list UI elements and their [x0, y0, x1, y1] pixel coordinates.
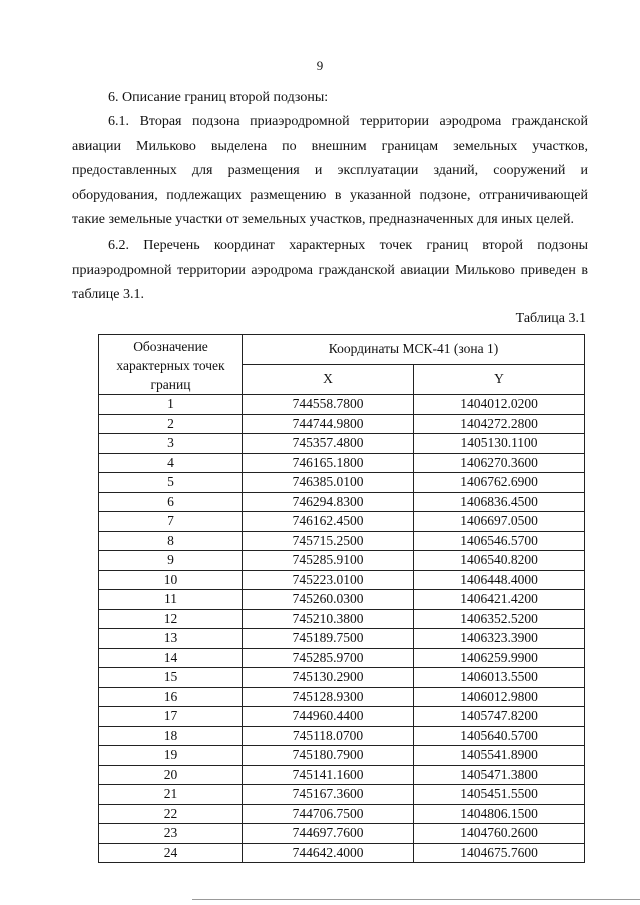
y-coordinate-cell: 1404806.1500 [414, 804, 585, 824]
x-coordinate-cell: 745128.9300 [243, 687, 414, 707]
table-row [99, 648, 585, 668]
y-coordinate-cell: 1406421.4200 [414, 590, 585, 610]
x-coordinate-cell: 744558.7800 [243, 395, 414, 415]
point-number-cell: 16 [99, 687, 243, 707]
point-number-cell: 13 [99, 629, 243, 649]
table-row [99, 687, 585, 707]
x-coordinate-cell: 745715.2500 [243, 531, 414, 551]
y-coordinate-cell: 1405130.1100 [414, 434, 585, 454]
y-coordinate-cell: 1406259.9900 [414, 648, 585, 668]
point-number-cell: 8 [99, 531, 243, 551]
x-coordinate-cell: 745357.4800 [243, 434, 414, 454]
y-coordinate-cell: 1406540.8200 [414, 551, 585, 571]
x-coordinate-cell: 745167.3600 [243, 785, 414, 805]
point-number-cell: 22 [99, 804, 243, 824]
y-coordinate-cell: 1405640.5700 [414, 726, 585, 746]
point-number-cell: 11 [99, 590, 243, 610]
y-coordinate-cell: 1405451.5500 [414, 785, 585, 805]
x-coordinate-cell: 745223.0100 [243, 570, 414, 590]
x-coordinate-cell: 746294.8300 [243, 492, 414, 512]
y-coordinate-cell: 1406836.4500 [414, 492, 585, 512]
x-coordinate-cell: 745130.2900 [243, 668, 414, 688]
y-coordinate-cell: 1406323.3900 [414, 629, 585, 649]
point-number-cell: 6 [99, 492, 243, 512]
table-row [99, 765, 585, 785]
y-coordinate-cell: 1406013.5500 [414, 668, 585, 688]
x-coordinate-cell: 745260.0300 [243, 590, 414, 610]
point-number-cell: 18 [99, 726, 243, 746]
point-number-cell: 9 [99, 551, 243, 571]
y-coordinate-cell: 1406546.5700 [414, 531, 585, 551]
y-coordinate-cell: 1406448.4000 [414, 570, 585, 590]
y-coordinate-cell: 1406697.0500 [414, 512, 585, 532]
x-coordinate-cell: 745118.0700 [243, 726, 414, 746]
table-row [99, 824, 585, 844]
point-number-cell: 17 [99, 707, 243, 727]
table-row [99, 570, 585, 590]
y-coordinate-cell: 1405747.8200 [414, 707, 585, 727]
x-coordinate-cell: 745210.3800 [243, 609, 414, 629]
table-row [99, 531, 585, 551]
point-number-cell: 5 [99, 473, 243, 493]
table-row [99, 629, 585, 649]
y-coordinate-cell: 1406270.3600 [414, 453, 585, 473]
y-coordinate-cell: 1404675.7600 [414, 843, 585, 863]
table-row [99, 843, 585, 863]
x-coordinate-cell: 745180.7900 [243, 746, 414, 766]
table-row [99, 726, 585, 746]
table-body [99, 395, 585, 863]
table-row [99, 746, 585, 766]
table-caption: Таблица 3.1 [515, 311, 586, 326]
table-row [99, 551, 585, 571]
point-number-cell: 2 [99, 414, 243, 434]
x-coordinate-cell: 744642.4000 [243, 843, 414, 863]
point-number-cell: 24 [99, 843, 243, 863]
y-coordinate-cell: 1406012.9800 [414, 687, 585, 707]
point-number-cell: 23 [99, 824, 243, 844]
point-number-cell: 12 [99, 609, 243, 629]
coordinates-table [98, 334, 585, 863]
point-number-cell: 1 [99, 395, 243, 415]
table-row [99, 434, 585, 454]
point-number-cell: 4 [99, 453, 243, 473]
table-row [99, 414, 585, 434]
table-row [99, 590, 585, 610]
paragraph-6-2: 6.2. Перечень координат характерных точек границ второй подзоны приаэродромной территории аэродрома гражданской авиации Мильково приведен в таблице 3.1. [72, 238, 588, 302]
point-number-cell: 21 [99, 785, 243, 805]
header-point-name: Обозначение характерных точек границ [99, 335, 243, 395]
x-coordinate-cell: 744697.7600 [243, 824, 414, 844]
y-coordinate-cell: 1405541.8900 [414, 746, 585, 766]
point-number-cell: 3 [99, 434, 243, 454]
x-coordinate-cell: 745285.9100 [243, 551, 414, 571]
page-number: 9 [316, 58, 324, 73]
table-row [99, 395, 585, 415]
table-row [99, 804, 585, 824]
x-coordinate-cell: 745141.1600 [243, 765, 414, 785]
header-y: Y [414, 364, 585, 394]
table-row [99, 707, 585, 727]
table-row [99, 668, 585, 688]
point-number-cell: 15 [99, 668, 243, 688]
point-number-cell: 14 [99, 648, 243, 668]
y-coordinate-cell: 1404272.2800 [414, 414, 585, 434]
table-row [99, 453, 585, 473]
x-coordinate-cell: 745189.7500 [243, 629, 414, 649]
x-coordinate-cell: 746165.1800 [243, 453, 414, 473]
table-row [99, 512, 585, 532]
x-coordinate-cell: 746162.4500 [243, 512, 414, 532]
x-coordinate-cell: 745285.9700 [243, 648, 414, 668]
table-row [99, 492, 585, 512]
point-number-cell: 19 [99, 746, 243, 766]
y-coordinate-cell: 1404760.2600 [414, 824, 585, 844]
x-coordinate-cell: 744744.9800 [243, 414, 414, 434]
y-coordinate-cell: 1406352.5200 [414, 609, 585, 629]
section-heading: 6. Описание границ второй подзоны: [108, 90, 329, 105]
y-coordinate-cell: 1405471.3800 [414, 765, 585, 785]
point-number-cell: 7 [99, 512, 243, 532]
point-number-cell: 20 [99, 765, 243, 785]
point-number-cell: 10 [99, 570, 243, 590]
table-row [99, 473, 585, 493]
y-coordinate-cell: 1404012.0200 [414, 395, 585, 415]
paragraph-6-1: 6.1. Вторая подзона приаэродромной территории аэродрома гражданской авиации Мильково выделена по внешним границам земельных участков, предоставленных для размещения и эксплуатации зданий, сооружений и оборудования, подлежащих размещению в указанной подзоне, отграничивающей такие земельные участки от земельных участков, предназначенных для иных целей. [72, 114, 588, 227]
table-row [99, 785, 585, 805]
table-row [99, 609, 585, 629]
y-coordinate-cell: 1406762.6900 [414, 473, 585, 493]
x-coordinate-cell: 744960.4400 [243, 707, 414, 727]
x-coordinate-cell: 746385.0100 [243, 473, 414, 493]
x-coordinate-cell: 744706.7500 [243, 804, 414, 824]
page-bottom-edge-line [192, 899, 640, 900]
header-coordinates-group: Координаты МСК-41 (зона 1) [243, 335, 585, 365]
header-x: X [243, 364, 414, 394]
